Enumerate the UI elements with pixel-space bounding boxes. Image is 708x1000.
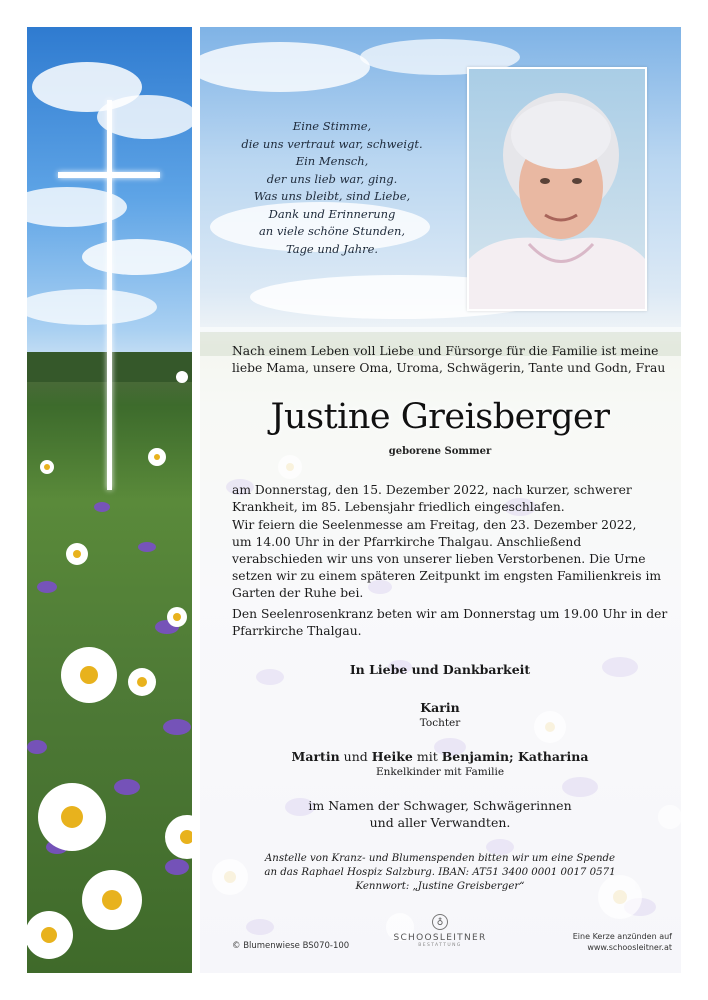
logo-name: SCHOOSLEITNER [393, 933, 487, 943]
connector: mit [416, 749, 438, 764]
connector: und [343, 749, 368, 764]
cross-icon-bar [58, 172, 160, 178]
funeral-notice [232, 517, 662, 602]
rosary-line: Pfarrkirche Thalgau. [232, 624, 362, 638]
poem-line: Ein Mensch, [295, 154, 369, 168]
mourners-heading: In Liebe und Dankbarkeit [349, 662, 531, 677]
poem-line: Dank und Erinnerung [268, 206, 396, 221]
portrait-photo [467, 67, 647, 311]
grandchild-name: Heike [371, 749, 413, 764]
grandchild-name: Benjamin; Katharina [441, 749, 589, 764]
grandchildren-role: Enkelkinder mit Familie [375, 766, 505, 778]
poem-line: Was uns bleibt, sind Liebe, [253, 189, 411, 203]
relatives-line: im Namen der Schwager, Schwägerinnen [308, 798, 572, 813]
funeral-line: Garten der Ruhe bei. [232, 586, 364, 600]
relatives-line: und aller Verwandten. [369, 815, 511, 830]
candle-icon: ♁ [432, 914, 448, 930]
relatives-text [232, 797, 648, 831]
intro-line: liebe Mama, unsere Oma, Uroma, Schwägerin, Tante und Godn, Frau [232, 361, 666, 375]
daughter-role: Tochter [419, 717, 461, 729]
daughter-name: Karin [420, 700, 460, 715]
poem-line: die uns vertraut war, schweigt. [241, 136, 423, 151]
funeral-line: verabschieden wir uns von unserer lieben Verstorbenen. Die Urne [232, 552, 646, 566]
funeral-home-logo [392, 914, 488, 948]
donation-line: an das Raphael Hospiz Salzburg. IBAN: AT51 3400 0001 0017 0571 [264, 867, 616, 878]
candle-link [540, 931, 672, 953]
website-link[interactable]: www.schoosleitner.at [587, 943, 672, 952]
funeral-line: setzen wir zu einem späteren Zeitpunkt im engsten Familienkreis im [232, 569, 662, 583]
intro-text [232, 343, 666, 377]
rosary-line: Den Seelenrosenkranz beten wir am Donnerstag um 19.00 Uhr in der [232, 607, 668, 621]
death-line: am Donnerstag, den 15. Dezember 2022, nach kurzer, schwerer [232, 483, 632, 497]
funeral-line: Wir feiern die Seelenmesse am Freitag, den 23. Dezember 2022, [232, 518, 637, 532]
grandchild-name: Martin [291, 749, 340, 764]
rosary-notice [232, 606, 668, 640]
divider [192, 27, 200, 973]
poem-line: an viele schöne Stunden, [258, 224, 406, 238]
poem [232, 118, 432, 258]
logo-subtitle: BESTATTUNG [418, 943, 462, 948]
deceased-name: Justine Greisberger [270, 397, 610, 437]
donation-notice [232, 852, 648, 894]
intro-line: Nach einem Leben voll Liebe und Fürsorge für die Familie ist meine [232, 344, 659, 358]
donation-line: Anstelle von Kranz- und Blumenspenden bitten wir um eine Spende [264, 853, 616, 864]
poem-line: der uns lieb war, ging. [266, 171, 398, 186]
funeral-line: um 14.00 Uhr in der Pfarrkirche Thalgau. Anschließend [232, 535, 582, 549]
death-line: Krankheit, im 85. Lebensjahr friedlich eingeschlafen. [232, 500, 565, 514]
cross-icon [107, 100, 112, 490]
poem-line: Eine Stimme, [292, 119, 372, 133]
death-notice [232, 482, 648, 516]
image-credit: © Blumenwiese BS070-100 [232, 941, 350, 951]
poem-line: Tage und Jahre. [285, 241, 379, 256]
candle-text: Eine Kerze anzünden auf [572, 932, 672, 941]
maiden-name: geborene Sommer [388, 446, 492, 457]
grandchildren-names [232, 749, 648, 764]
donation-line: Kennwort: „Justine Greisberger“ [355, 881, 525, 892]
